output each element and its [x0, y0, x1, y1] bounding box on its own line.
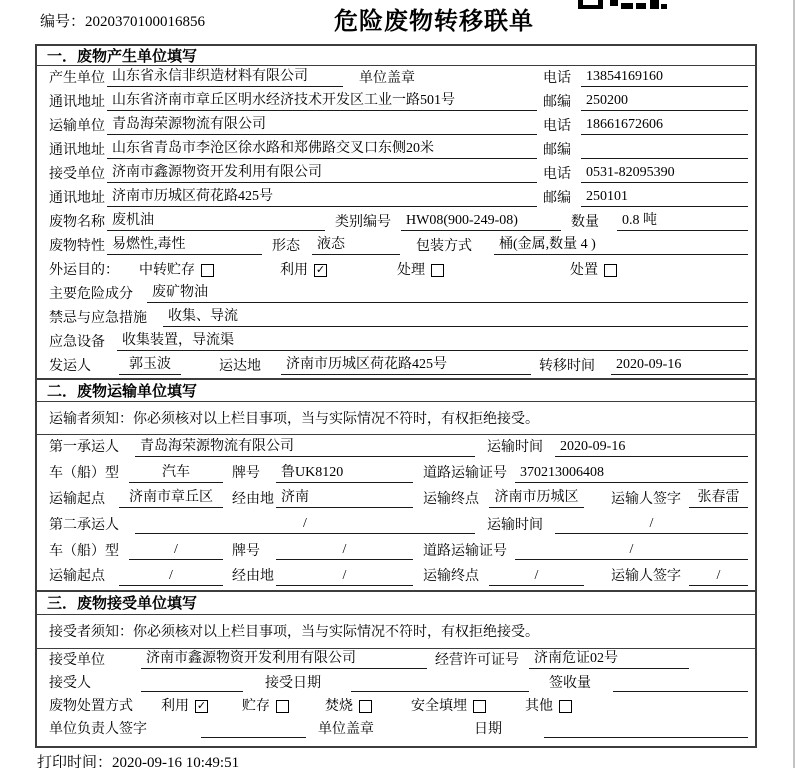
- checkbox-transit-storage-label: 中转贮存: [139, 262, 195, 278]
- consignor-label: 发运人: [49, 358, 91, 374]
- transport-origin-1-value: 济南市章丘区: [119, 490, 223, 508]
- section-1-title: 一．废物产生单位填写: [37, 46, 755, 66]
- receiving-unit-value: 济南市鑫源物资开发利用有限公司: [141, 651, 427, 669]
- receiver-person-row: [37, 672, 755, 695]
- vehicle-type-1-label: 车（船）型: [49, 466, 119, 482]
- producer-address-row: [37, 90, 755, 114]
- checkbox-other-label: 其他: [525, 699, 553, 715]
- receiving-unit-row: [37, 649, 755, 672]
- waste-code-label: 类别编号: [335, 214, 391, 230]
- consignor-value: 郭玉波: [119, 357, 181, 375]
- receiving-unit-label: 接受单位: [49, 652, 105, 668]
- transporter-address-value: 山东省青岛市李沧区徐水路和郑佛路交叉口东侧20米: [107, 141, 537, 159]
- waste-form-value: 液态: [312, 237, 400, 255]
- transport-terminal-2-label: 运输终点: [423, 569, 479, 585]
- purpose-transit-storage: [139, 262, 214, 279]
- route-2-row: [37, 564, 755, 590]
- print-time: [37, 751, 239, 768]
- receiver-person-value: [141, 675, 243, 692]
- transport-terminal-1-value: 济南市历城区: [489, 490, 584, 508]
- receiver-zip-label: 邮编: [543, 190, 571, 206]
- transporter-unit-label: 运输单位: [49, 118, 105, 134]
- second-carrier-row: [37, 512, 755, 538]
- disposal-method-label: 废物处置方式: [49, 699, 133, 715]
- serial-value: 2020370100016856: [85, 14, 206, 30]
- hazard-component-value: 废矿物油: [147, 285, 748, 303]
- plate-number-1-label: 牌号: [232, 466, 260, 482]
- destination-value: 济南市历城区荷花路425号: [281, 357, 531, 375]
- transport-origin-1-label: 运输起点: [49, 491, 105, 507]
- page-edge-line: [793, 0, 795, 768]
- page-title: 危险废物转移联单: [334, 8, 534, 35]
- transport-terminal-2-value: /: [489, 568, 584, 586]
- transporter-phone-label: 电话: [543, 118, 571, 134]
- carrier-signature-2-value: /: [689, 568, 748, 586]
- first-carrier-label: 第一承运人: [49, 440, 119, 456]
- emergency-equipment-row: [37, 330, 755, 354]
- second-carrier-label: 第二承运人: [49, 517, 119, 533]
- transport-date-2-value: /: [555, 516, 748, 534]
- signature-row: [37, 718, 755, 741]
- producer-address-value: 山东省济南市章丘区明水经济技术开发区工业一路501号: [107, 93, 537, 111]
- taboo-measures-row: [37, 306, 755, 330]
- section-receiver: [37, 590, 755, 742]
- check-icon: ✓: [196, 700, 207, 713]
- responsible-signature-label: 单位负责人签字: [49, 722, 147, 738]
- waste-name-row: [37, 210, 755, 234]
- checkbox-treat: [431, 264, 444, 277]
- plate-number-1-value: 鲁UK8120: [276, 465, 413, 483]
- destination-label: 运达地: [219, 358, 261, 374]
- purpose-dispose: [570, 262, 617, 279]
- carrier-signature-2-label: 运输人签字: [611, 569, 681, 585]
- transport-terminal-1-label: 运输终点: [423, 491, 479, 507]
- disposal-method-row: [37, 695, 755, 718]
- checkbox-landfill: [473, 700, 486, 713]
- receiver-zip-value: 250101: [581, 189, 748, 207]
- section-2-title: 二．废物运输单位填写: [37, 378, 755, 402]
- checkbox-disposal-utilize: [195, 700, 208, 713]
- transport-date-1-label: 运输时间: [487, 440, 543, 456]
- waste-property-row: [37, 234, 755, 258]
- dispatch-row: [37, 354, 755, 378]
- transport-origin-2-label: 运输起点: [49, 569, 105, 585]
- receive-date-label: 接受日期: [265, 676, 321, 692]
- via-place-2-value: /: [276, 568, 413, 586]
- emergency-equipment-label: 应急设备: [49, 334, 105, 350]
- via-place-1-value: 济南: [276, 490, 413, 508]
- first-carrier-value: 青岛海荣源物流有限公司: [135, 439, 475, 457]
- carrier-notice: 运输者须知：你必须核对以上栏目事项，当与实际情况不符时，有权拒绝接受。: [37, 402, 755, 435]
- receiver-notice: 接受者须知：你必须核对以上栏目事项，当与实际情况不符时，有权拒绝接受。: [37, 615, 755, 649]
- producer-zip-value: 250200: [581, 93, 748, 111]
- disposal-incinerate: [325, 698, 372, 715]
- vehicle-type-1-value: 汽车: [129, 465, 223, 483]
- received-quantity-label: 签收量: [549, 676, 591, 692]
- disposal-store: [242, 698, 289, 715]
- packing-method-label: 包装方式: [416, 238, 472, 254]
- road-license-1-label: 道路运输证号: [423, 466, 507, 482]
- transport-date-1-value: 2020-09-16: [555, 439, 748, 457]
- checkbox-incinerate-label: 焚烧: [325, 699, 353, 715]
- hazard-component-label: 主要危险成分: [49, 286, 133, 302]
- section-transporter: [37, 378, 755, 590]
- checkbox-utilize: [314, 264, 327, 277]
- unit-seal-label-2: 单位盖章: [318, 722, 374, 738]
- print-time-label: 打印时间：: [37, 755, 113, 768]
- vehicle-type-2-label: 车（船）型: [49, 543, 119, 559]
- section-3-title: 三．废物接受单位填写: [37, 590, 755, 615]
- carrier-signature-1-value: 张春雷: [689, 490, 748, 508]
- plate-number-2-label: 牌号: [232, 543, 260, 559]
- checkbox-other: [559, 700, 572, 713]
- receiver-unit-value: 济南市鑫源物资开发利用有限公司: [107, 165, 537, 183]
- vehicle-type-2-value: /: [129, 542, 223, 560]
- business-license-value: 济南危证02号: [529, 651, 689, 669]
- waste-property-label: 废物特性: [49, 238, 105, 254]
- section-producer: [37, 46, 755, 378]
- receiver-address-row: [37, 186, 755, 210]
- transport-date-2-label: 运输时间: [487, 517, 543, 533]
- receiver-address-label: 通讯地址: [49, 190, 105, 206]
- waste-form-label: 形态: [272, 238, 300, 254]
- transfer-date-value: 2020-09-16: [611, 357, 748, 375]
- checkbox-treat-label: 处理: [397, 262, 425, 278]
- vehicle-2-row: [37, 538, 755, 564]
- receiver-unit-row: [37, 162, 755, 186]
- date-label: 日期: [474, 722, 502, 738]
- receiver-person-label: 接受人: [49, 676, 91, 692]
- disposal-other: [525, 698, 572, 715]
- hazard-component-row: [37, 282, 755, 306]
- waste-code-value: HW08(900-249-08): [401, 213, 561, 231]
- road-license-2-label: 道路运输证号: [423, 543, 507, 559]
- checkbox-utilize-label: 利用: [280, 262, 308, 278]
- waste-name-value: 废机油: [107, 213, 325, 231]
- purpose-treat: [397, 262, 444, 279]
- transfer-purpose-row: [37, 258, 755, 282]
- transporter-address-row: [37, 138, 755, 162]
- disposal-utilize: [161, 698, 208, 715]
- first-carrier-row: [37, 435, 755, 461]
- receiver-address-value: 济南市历城区荷花路425号: [107, 189, 537, 207]
- receiver-unit-label: 接受单位: [49, 166, 105, 182]
- packing-method-value: 桶(金属,数量 4 ): [494, 237, 748, 255]
- waste-name-label: 废物名称: [49, 214, 105, 230]
- disposal-landfill: [411, 698, 486, 715]
- checkbox-dispose-label: 处置: [570, 262, 598, 278]
- road-license-1-value: 370213006408: [515, 465, 748, 483]
- checkbox-dispose: [604, 264, 617, 277]
- road-license-2-value: /: [515, 542, 748, 560]
- via-place-2-label: 经由地: [232, 569, 274, 585]
- transporter-unit-value: 青岛海荣源物流有限公司: [107, 117, 537, 135]
- checkbox-incinerate: [359, 700, 372, 713]
- waste-quantity-value: 0.8 吨: [617, 213, 748, 231]
- producer-unit-value: 山东省永信非织造材料有限公司: [107, 69, 343, 87]
- received-quantity-value: [613, 675, 748, 692]
- waste-property-value: 易燃性,毒性: [107, 237, 262, 255]
- plate-number-2-value: /: [276, 542, 413, 560]
- transporter-address-label: 通讯地址: [49, 142, 105, 158]
- receive-date-value: [351, 675, 529, 692]
- second-carrier-value: /: [135, 516, 475, 534]
- taboo-measures-label: 禁忌与应急措施: [49, 310, 147, 326]
- waste-quantity-label: 数量: [571, 214, 599, 230]
- producer-phone-label: 电话: [543, 70, 571, 86]
- route-1-row: [37, 487, 755, 513]
- unit-seal-label: 单位盖章: [359, 70, 415, 86]
- serial-label: 编号：: [40, 14, 86, 30]
- transporter-unit-row: [37, 114, 755, 138]
- transfer-date-label: 转移时间: [539, 358, 595, 374]
- checkbox-store: [276, 700, 289, 713]
- producer-unit-row: [37, 66, 755, 90]
- transporter-phone-value: 18661672606: [581, 117, 748, 135]
- transfer-purpose-label: 外运目的：: [49, 262, 119, 278]
- producer-zip-label: 邮编: [543, 94, 571, 110]
- business-license-label: 经营许可证号: [435, 652, 519, 668]
- producer-unit-label: 产生单位: [49, 70, 105, 86]
- vehicle-1-row: [37, 461, 755, 487]
- producer-address-label: 通讯地址: [49, 94, 105, 110]
- check-icon: ✓: [315, 263, 326, 276]
- receiver-phone-label: 电话: [543, 166, 571, 182]
- carrier-signature-1-label: 运输人签字: [611, 491, 681, 507]
- responsible-signature-value: [201, 721, 306, 738]
- form-box: [35, 44, 757, 748]
- print-time-value: 2020-09-16 10:49:51: [112, 755, 240, 768]
- checkbox-transit-storage: [201, 264, 214, 277]
- via-place-1-label: 经由地: [232, 491, 274, 507]
- transporter-zip-label: 邮编: [543, 142, 571, 158]
- transporter-zip-value: [581, 142, 748, 159]
- checkbox-landfill-label: 安全填埋: [411, 699, 467, 715]
- transport-origin-2-value: /: [119, 568, 223, 586]
- purpose-utilize: [280, 262, 327, 279]
- date-value: [544, 721, 748, 738]
- receiver-phone-value: 0531-82095390: [581, 165, 748, 183]
- checkbox-store-label: 贮存: [242, 699, 270, 715]
- producer-phone-value: 13854169160: [581, 69, 748, 87]
- checkbox-disposal-utilize-label: 利用: [161, 699, 189, 715]
- taboo-measures-value: 收集、导流: [163, 309, 748, 327]
- emergency-equipment-value: 收集装置，导流渠: [117, 333, 748, 351]
